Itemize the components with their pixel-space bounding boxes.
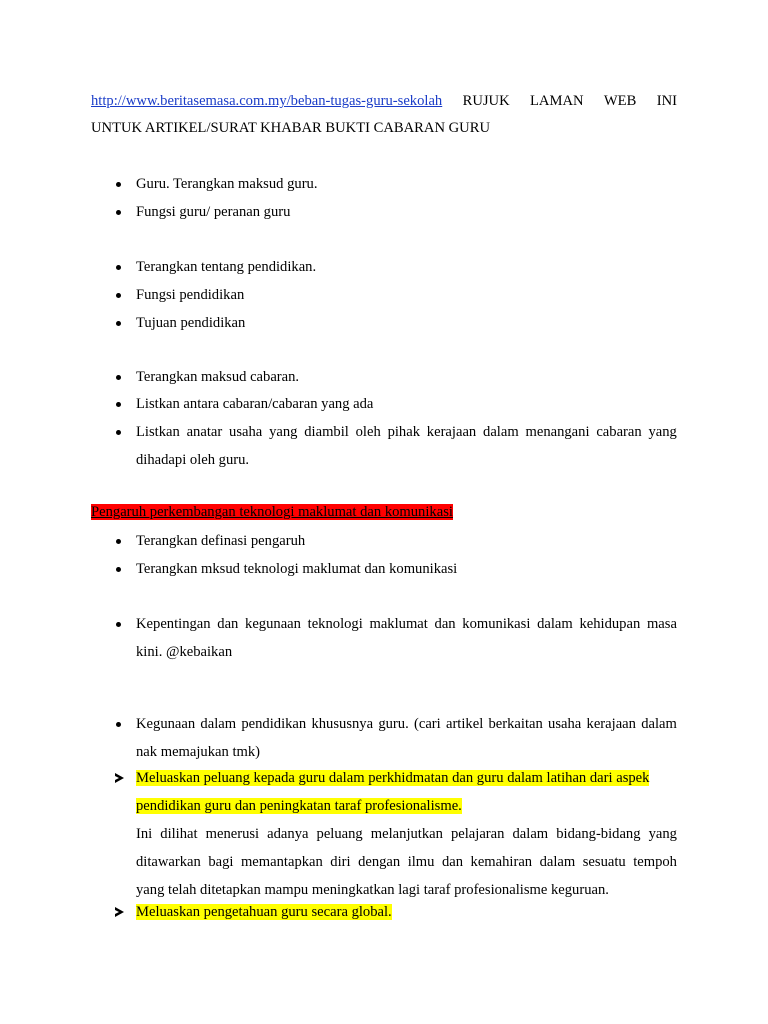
list-item-text: Terangkan tentang pendidikan. [136,259,317,275]
bullet-icon [116,321,121,326]
list-item [114,170,677,198]
list-item [114,309,677,337]
list-item-text: Terangkan mksud teknologi maklumat dan komunikasi [136,561,458,577]
word: bidang-bidang [556,826,641,842]
word: Ini [136,826,153,842]
word: pihak [387,424,420,440]
list-item [114,281,677,309]
word: Listkan [136,424,180,440]
word: dalam [512,826,549,842]
list-item-text [136,710,677,766]
continuation-line: dihadapi oleh guru. [136,452,250,468]
arrow-bullet-icon [115,773,124,783]
word: kemahiran [470,854,533,870]
list-item [114,710,677,766]
word: adanya [267,826,309,842]
list-item-text: Terangkan definasi pengaruh [136,533,306,549]
continuation-line: nak memajukan tmk) [136,744,261,760]
word: khususnya [311,716,374,732]
justified-line [136,610,677,638]
bullet-icon [116,722,121,727]
word: ilmu [407,854,435,870]
word: dalam [641,716,677,732]
word: yang [648,424,677,440]
list-item-text: Fungsi pendidikan [136,287,245,303]
word: kerajaan [586,716,636,732]
word: berkaitan [488,716,543,732]
word: Kegunaan [136,716,196,732]
justified-line [136,820,677,848]
list-item [114,418,677,474]
bullet-icon [116,430,121,435]
word: anatar [186,424,223,440]
list-item-text: Fungsi guru/ peranan guru [136,204,291,220]
word: ditawarkan [136,854,201,870]
reference-link[interactable]: http://www.beritasemasa.com.my/beban-tugas-guru-sekolah [91,93,443,109]
word: (cari [413,716,441,732]
bullet-icon [116,265,121,270]
word: dan [441,854,464,870]
continuation-line: kini. @kebaikan [136,644,233,660]
word: Kepentingan [136,616,211,632]
bullet-icon [116,402,121,407]
list-item-text: Terangkan maksud cabaran. [136,369,300,385]
word: dan [217,616,239,632]
bullet-icon [116,567,121,572]
header-line-1 [91,91,677,111]
word: dalam [483,424,519,440]
word: dalam [537,616,573,632]
word: pelajaran [450,826,505,842]
list-item-text: Listkan antara cabaran/cabaran yang ada [136,396,374,412]
word: bagi [208,854,234,870]
arrow-item-text [136,764,677,820]
word: masa [646,616,677,632]
bullet-icon [116,539,121,544]
list-item-text [136,418,677,474]
word: menerusi [205,826,260,842]
word: kegunaan [245,616,301,632]
word: kerajaan [426,424,477,440]
bullet-icon [116,210,121,215]
arrow-list-item [114,764,677,820]
arrow-item-text [136,898,677,926]
word: sesuatu [582,854,626,870]
word: artikel [445,716,484,732]
list-item [114,253,677,281]
list-item [114,555,677,583]
word: peluang [316,826,363,842]
highlighted-text: Meluaskan pengetahuan guru secara global. [136,904,392,920]
header-word: RUJUK [462,93,510,109]
word: dilihat [160,826,198,842]
word: kehidupan [579,616,641,632]
word: melanjutkan [370,826,443,842]
continuation-line: yang telah ditetapkan mampu meningkatkan lagi taraf profesionalisme keguruan. [136,882,609,898]
word: yang [648,826,677,842]
word: yang [269,424,298,440]
highlighted-text: pendidikan guru dan peningkatan taraf profesionalisme. [136,798,462,814]
section-heading [91,502,453,522]
highlighted-text: Meluaskan peluang kepada guru dalam perkhidmatan dan guru dalam latihan dari aspek [136,770,650,786]
explanation-paragraph [136,820,677,904]
word: diambil [304,424,349,440]
word: usaha [229,424,263,440]
bullet-icon [116,622,121,627]
word: dalam [200,716,237,732]
word: pendidikan [241,716,307,732]
header-line-2: UNTUK ARTIKEL/SURAT KHABAR BUKTI CABARAN GURU [91,120,490,136]
list-item [114,527,677,555]
word: maklumat [369,616,428,632]
word: dalam [539,854,576,870]
word: teknologi [307,616,363,632]
list-item [114,390,677,418]
justified-line [136,710,677,738]
list-item [114,363,677,391]
arrow-list-item [114,898,677,926]
word: komunikasi [462,616,531,632]
header-word: WEB [603,93,637,109]
header-word: LAMAN [530,93,584,109]
bullet-icon [116,375,121,380]
word: guru. [378,716,409,732]
list-item-text: Tujuan pendidikan [136,315,246,331]
word: oleh [355,424,381,440]
list-item-text [136,610,677,666]
word: dengan [358,854,401,870]
arrow-bullet-icon [115,907,124,917]
word: tempoh [633,854,677,870]
justified-line [136,848,677,876]
word: dan [434,616,456,632]
word: memantapkan [240,854,323,870]
word: diri [330,854,351,870]
section-heading-text: Pengaruh perkembangan teknologi maklumat dan komunikasi [91,504,453,520]
word: menangani [525,424,590,440]
justified-line [136,418,677,446]
list-item-text: Guru. Terangkan maksud guru. [136,176,318,192]
list-item [114,198,677,226]
bullet-icon [116,182,121,187]
list-item [114,610,677,666]
word: usaha [548,716,582,732]
header-word: INI [656,93,677,109]
bullet-icon [116,293,121,298]
word: cabaran [596,424,642,440]
